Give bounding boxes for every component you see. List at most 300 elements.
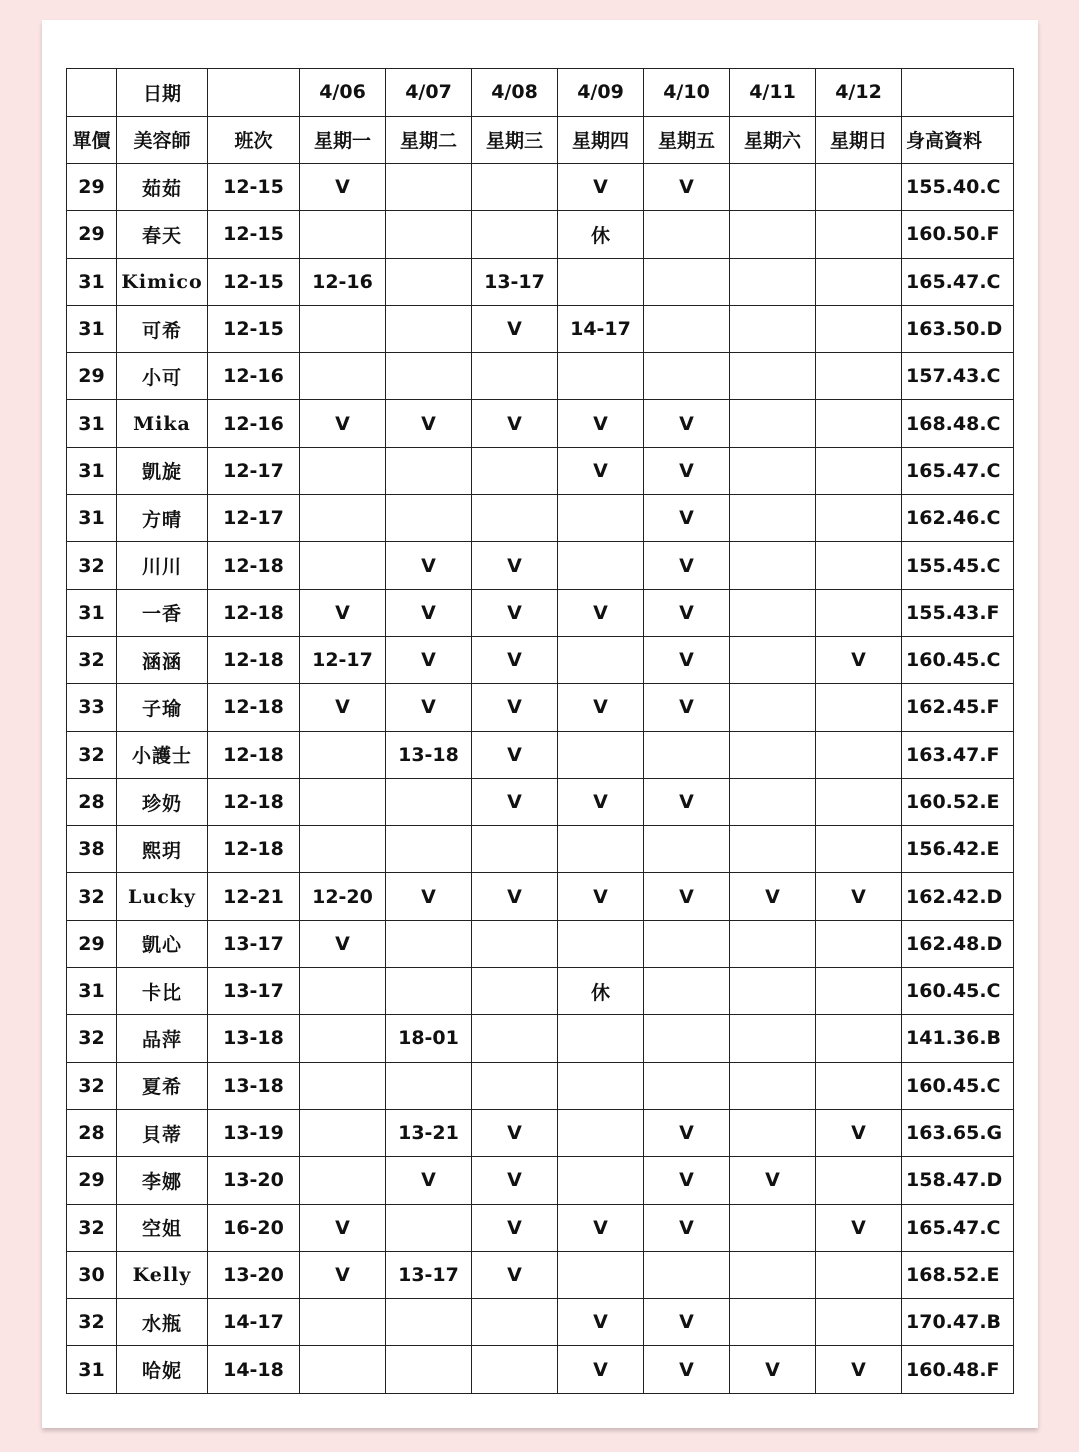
day-off-cell: 休 xyxy=(558,211,644,258)
table-row xyxy=(67,684,1014,731)
day-cell: V xyxy=(644,495,730,542)
day-cell: V xyxy=(644,636,730,683)
day-cell xyxy=(386,164,472,211)
day-cell xyxy=(816,1157,902,1204)
height-cell: 165.47.C xyxy=(902,447,1014,494)
header-row-dates xyxy=(67,69,1014,117)
date-cell: 4/07 xyxy=(386,69,472,117)
day-cell: V xyxy=(730,1346,816,1393)
day-cell xyxy=(472,353,558,400)
day-cell xyxy=(730,1204,816,1251)
day-cell xyxy=(300,1062,386,1109)
beautician-name-cell: Kelly xyxy=(117,1251,208,1298)
day-cell: V xyxy=(644,400,730,447)
table-row xyxy=(67,1346,1014,1393)
beautician-name-cell: Mika xyxy=(117,400,208,447)
day-cell xyxy=(386,353,472,400)
day-cell xyxy=(730,1109,816,1156)
shift-cell: 13-19 xyxy=(208,1109,300,1156)
beautician-name-cell: 品萍 xyxy=(117,1015,208,1062)
shift-cell: 13-18 xyxy=(208,1015,300,1062)
height-cell: 155.43.F xyxy=(902,589,1014,636)
day-cell: V xyxy=(472,1157,558,1204)
price-cell: 29 xyxy=(67,211,117,258)
day-cell xyxy=(730,495,816,542)
day-cell: V xyxy=(558,778,644,825)
height-cell: 168.48.C xyxy=(902,400,1014,447)
date-cell: 4/10 xyxy=(644,69,730,117)
beautician-name-cell: 茹茹 xyxy=(117,164,208,211)
day-cell: V xyxy=(300,589,386,636)
date-cell-saturday: 4/11 xyxy=(730,69,816,117)
day-cell: V xyxy=(300,1204,386,1251)
day-cell xyxy=(300,305,386,352)
day-cell xyxy=(386,826,472,873)
price-cell: 31 xyxy=(67,1346,117,1393)
height-cell: 162.42.D xyxy=(902,873,1014,920)
shift-cell: 12-18 xyxy=(208,826,300,873)
price-cell: 32 xyxy=(67,873,117,920)
day-cell: V xyxy=(472,684,558,731)
beautician-name-cell: 川川 xyxy=(117,542,208,589)
table-row xyxy=(67,1109,1014,1156)
table-row xyxy=(67,495,1014,542)
header-row-labels xyxy=(67,116,1014,164)
day-cell xyxy=(816,305,902,352)
shift-cell: 14-18 xyxy=(208,1346,300,1393)
beautician-name-cell: 一香 xyxy=(117,589,208,636)
day-cell xyxy=(816,1299,902,1346)
table-row xyxy=(67,731,1014,778)
day-cell: V xyxy=(644,164,730,211)
day-cell xyxy=(730,400,816,447)
shift-cell: 12-16 xyxy=(208,400,300,447)
price-cell: 31 xyxy=(67,305,117,352)
height-label: 身高資料 xyxy=(902,116,1014,164)
shift-cell: 13-17 xyxy=(208,968,300,1015)
day-cell xyxy=(386,1346,472,1393)
price-cell: 32 xyxy=(67,1204,117,1251)
day-cell xyxy=(386,778,472,825)
day-cell xyxy=(386,211,472,258)
height-cell: 160.52.E xyxy=(902,778,1014,825)
shift-cell: 12-15 xyxy=(208,211,300,258)
shift-cell: 12-16 xyxy=(208,353,300,400)
price-cell: 32 xyxy=(67,636,117,683)
day-cell xyxy=(816,1251,902,1298)
height-cell: 168.52.E xyxy=(902,1251,1014,1298)
day-cell: V xyxy=(472,400,558,447)
height-cell: 162.48.D xyxy=(902,920,1014,967)
price-cell: 29 xyxy=(67,353,117,400)
day-cell: V xyxy=(558,873,644,920)
day-cell xyxy=(386,968,472,1015)
day-cell xyxy=(730,826,816,873)
day-cell: V xyxy=(472,305,558,352)
table-row xyxy=(67,305,1014,352)
price-cell: 30 xyxy=(67,1251,117,1298)
table-row xyxy=(67,447,1014,494)
price-cell: 32 xyxy=(67,542,117,589)
day-cell: V xyxy=(386,542,472,589)
day-cell xyxy=(816,1062,902,1109)
day-cell xyxy=(816,778,902,825)
date-cell: 4/09 xyxy=(558,69,644,117)
day-cell xyxy=(472,1062,558,1109)
weekday-cell-saturday: 星期六 xyxy=(730,116,816,164)
day-cell: V xyxy=(644,873,730,920)
price-cell: 31 xyxy=(67,968,117,1015)
beautician-name-cell: 卡比 xyxy=(117,968,208,1015)
height-cell: 163.65.G xyxy=(902,1109,1014,1156)
day-cell: V xyxy=(472,542,558,589)
shift-cell: 12-15 xyxy=(208,305,300,352)
table-row xyxy=(67,873,1014,920)
day-cell xyxy=(300,495,386,542)
day-cell xyxy=(472,447,558,494)
shift-cell: 12-21 xyxy=(208,873,300,920)
day-cell: V xyxy=(300,920,386,967)
day-cell xyxy=(816,400,902,447)
shift-cell: 12-17 xyxy=(208,447,300,494)
day-cell xyxy=(644,968,730,1015)
day-cell xyxy=(730,636,816,683)
day-cell xyxy=(300,1157,386,1204)
price-cell: 29 xyxy=(67,164,117,211)
day-cell: V xyxy=(472,589,558,636)
weekday-cell: 星期一 xyxy=(300,116,386,164)
price-label: 單價 xyxy=(67,116,117,164)
table-row xyxy=(67,920,1014,967)
day-cell: V xyxy=(386,589,472,636)
date-label: 日期 xyxy=(117,69,208,117)
day-cell xyxy=(816,968,902,1015)
beautician-name-cell: 水瓶 xyxy=(117,1299,208,1346)
day-off-cell: 休 xyxy=(558,968,644,1015)
beautician-name-cell: 熙玥 xyxy=(117,826,208,873)
day-cell xyxy=(472,1015,558,1062)
day-cell: V xyxy=(472,731,558,778)
height-cell: 160.50.F xyxy=(902,211,1014,258)
day-cell xyxy=(730,731,816,778)
day-cell xyxy=(816,589,902,636)
day-cell xyxy=(558,731,644,778)
day-cell xyxy=(730,778,816,825)
day-cell xyxy=(644,920,730,967)
day-cell xyxy=(730,164,816,211)
day-cell: V xyxy=(472,1251,558,1298)
day-cell xyxy=(730,920,816,967)
day-cell: V xyxy=(386,1157,472,1204)
shift-cell: 12-18 xyxy=(208,542,300,589)
day-cell xyxy=(472,1346,558,1393)
schedule-table xyxy=(66,68,1014,1394)
table-row xyxy=(67,1062,1014,1109)
day-cell: V xyxy=(386,636,472,683)
table-row xyxy=(67,778,1014,825)
day-cell: V xyxy=(386,400,472,447)
day-cell xyxy=(730,968,816,1015)
day-cell xyxy=(644,258,730,305)
table-row xyxy=(67,353,1014,400)
shift-cell: 13-18 xyxy=(208,1062,300,1109)
day-cell xyxy=(300,1346,386,1393)
day-cell xyxy=(730,684,816,731)
day-cell: 13-17 xyxy=(386,1251,472,1298)
beautician-name-cell: 李娜 xyxy=(117,1157,208,1204)
height-cell: 162.45.F xyxy=(902,684,1014,731)
day-cell: 12-17 xyxy=(300,636,386,683)
day-cell xyxy=(386,305,472,352)
day-cell xyxy=(816,211,902,258)
day-cell xyxy=(472,1299,558,1346)
day-cell xyxy=(300,542,386,589)
day-cell: V xyxy=(558,589,644,636)
height-cell: 170.47.B xyxy=(902,1299,1014,1346)
day-cell xyxy=(816,542,902,589)
day-cell xyxy=(300,731,386,778)
shift-cell: 12-15 xyxy=(208,258,300,305)
day-cell: V xyxy=(472,1204,558,1251)
beautician-name-cell: 哈妮 xyxy=(117,1346,208,1393)
day-cell: V xyxy=(730,1157,816,1204)
day-cell: V xyxy=(300,400,386,447)
day-cell xyxy=(644,826,730,873)
day-cell xyxy=(730,305,816,352)
day-cell xyxy=(558,636,644,683)
day-cell xyxy=(558,495,644,542)
beautician-name-cell: 凱旋 xyxy=(117,447,208,494)
day-cell: V xyxy=(644,684,730,731)
day-cell: 12-20 xyxy=(300,873,386,920)
day-cell xyxy=(644,731,730,778)
day-cell xyxy=(558,542,644,589)
day-cell xyxy=(644,1062,730,1109)
day-cell xyxy=(644,1251,730,1298)
day-cell: 13-17 xyxy=(472,258,558,305)
beautician-name-cell: 珍奶 xyxy=(117,778,208,825)
height-cell: 141.36.B xyxy=(902,1015,1014,1062)
day-cell: V xyxy=(816,873,902,920)
beautician-name-cell: 凱心 xyxy=(117,920,208,967)
beautician-name-cell: Lucky xyxy=(117,873,208,920)
header-blank-cell xyxy=(902,69,1014,117)
day-cell: V xyxy=(644,1346,730,1393)
day-cell xyxy=(472,920,558,967)
beautician-label: 美容師 xyxy=(117,116,208,164)
table-row xyxy=(67,589,1014,636)
day-cell xyxy=(816,920,902,967)
day-cell xyxy=(386,920,472,967)
table-row xyxy=(67,1299,1014,1346)
day-cell xyxy=(300,447,386,494)
day-cell xyxy=(816,447,902,494)
price-cell: 33 xyxy=(67,684,117,731)
day-cell: V xyxy=(816,636,902,683)
height-cell: 156.42.E xyxy=(902,826,1014,873)
shift-cell: 13-20 xyxy=(208,1157,300,1204)
day-cell: V xyxy=(558,164,644,211)
beautician-name-cell: 夏希 xyxy=(117,1062,208,1109)
day-cell xyxy=(730,353,816,400)
price-cell: 31 xyxy=(67,400,117,447)
day-cell xyxy=(816,1015,902,1062)
day-cell: V xyxy=(644,542,730,589)
height-cell: 155.40.C xyxy=(902,164,1014,211)
day-cell: V xyxy=(558,1346,644,1393)
header-blank-cell xyxy=(67,69,117,117)
weekday-cell: 星期五 xyxy=(644,116,730,164)
beautician-name-cell: Kimico xyxy=(117,258,208,305)
day-cell xyxy=(386,1299,472,1346)
table-row xyxy=(67,211,1014,258)
day-cell: V xyxy=(558,1299,644,1346)
day-cell: V xyxy=(558,447,644,494)
table-row xyxy=(67,1204,1014,1251)
day-cell xyxy=(816,258,902,305)
beautician-name-cell: 春天 xyxy=(117,211,208,258)
day-cell xyxy=(730,1062,816,1109)
day-cell: V xyxy=(644,778,730,825)
day-cell xyxy=(816,826,902,873)
table-row xyxy=(67,1251,1014,1298)
day-cell xyxy=(730,542,816,589)
table-row xyxy=(67,400,1014,447)
price-cell: 29 xyxy=(67,1157,117,1204)
shift-cell: 13-20 xyxy=(208,1251,300,1298)
beautician-name-cell: 方晴 xyxy=(117,495,208,542)
day-cell xyxy=(472,164,558,211)
day-cell: V xyxy=(730,873,816,920)
price-cell: 31 xyxy=(67,495,117,542)
day-cell xyxy=(300,1015,386,1062)
day-cell: V xyxy=(472,873,558,920)
day-cell xyxy=(730,1299,816,1346)
weekday-cell: 星期二 xyxy=(386,116,472,164)
day-cell xyxy=(386,258,472,305)
table-row xyxy=(67,1157,1014,1204)
day-cell: V xyxy=(558,400,644,447)
day-cell: 13-21 xyxy=(386,1109,472,1156)
day-cell: V xyxy=(472,1109,558,1156)
shift-cell: 14-17 xyxy=(208,1299,300,1346)
schedule-body xyxy=(67,69,1014,1394)
day-cell xyxy=(730,1015,816,1062)
day-cell: V xyxy=(472,636,558,683)
price-cell: 31 xyxy=(67,447,117,494)
beautician-name-cell: 小護士 xyxy=(117,731,208,778)
price-cell: 28 xyxy=(67,1109,117,1156)
table-row xyxy=(67,258,1014,305)
day-cell xyxy=(558,1157,644,1204)
date-cell-sunday: 4/12 xyxy=(816,69,902,117)
day-cell: 13-18 xyxy=(386,731,472,778)
height-cell: 163.47.F xyxy=(902,731,1014,778)
day-cell: 18-01 xyxy=(386,1015,472,1062)
day-cell xyxy=(730,447,816,494)
day-cell: V xyxy=(300,164,386,211)
day-cell xyxy=(644,305,730,352)
price-cell: 29 xyxy=(67,920,117,967)
weekday-cell: 星期四 xyxy=(558,116,644,164)
day-cell xyxy=(644,211,730,258)
shift-cell: 12-18 xyxy=(208,684,300,731)
table-row xyxy=(67,1015,1014,1062)
price-cell: 28 xyxy=(67,778,117,825)
day-cell: V xyxy=(816,1346,902,1393)
day-cell: V xyxy=(300,684,386,731)
day-cell xyxy=(300,968,386,1015)
day-cell xyxy=(730,1251,816,1298)
day-cell: V xyxy=(386,684,472,731)
day-cell xyxy=(730,258,816,305)
schedule-sheet xyxy=(42,20,1038,1428)
beautician-name-cell: 貝蒂 xyxy=(117,1109,208,1156)
day-cell xyxy=(300,826,386,873)
day-cell: V xyxy=(386,873,472,920)
height-cell: 160.45.C xyxy=(902,636,1014,683)
shift-cell: 13-17 xyxy=(208,920,300,967)
price-cell: 31 xyxy=(67,589,117,636)
day-cell xyxy=(300,778,386,825)
price-cell: 31 xyxy=(67,258,117,305)
day-cell: V xyxy=(644,447,730,494)
height-cell: 158.47.D xyxy=(902,1157,1014,1204)
day-cell xyxy=(386,447,472,494)
day-cell xyxy=(644,353,730,400)
day-cell: V xyxy=(816,1204,902,1251)
price-cell: 32 xyxy=(67,1299,117,1346)
height-cell: 155.45.C xyxy=(902,542,1014,589)
day-cell xyxy=(816,684,902,731)
day-cell xyxy=(730,589,816,636)
day-cell xyxy=(558,1015,644,1062)
day-cell: 14-17 xyxy=(558,305,644,352)
day-cell xyxy=(558,826,644,873)
header-blank-cell xyxy=(208,69,300,117)
table-row xyxy=(67,826,1014,873)
date-cell: 4/06 xyxy=(300,69,386,117)
day-cell: V xyxy=(558,1204,644,1251)
day-cell xyxy=(558,258,644,305)
table-row xyxy=(67,968,1014,1015)
day-cell: V xyxy=(558,684,644,731)
day-cell xyxy=(300,1299,386,1346)
day-cell: V xyxy=(644,1109,730,1156)
day-cell: V xyxy=(644,589,730,636)
beautician-name-cell: 小可 xyxy=(117,353,208,400)
day-cell xyxy=(300,1109,386,1156)
day-cell xyxy=(386,1204,472,1251)
day-cell xyxy=(472,495,558,542)
day-cell xyxy=(816,731,902,778)
shift-cell: 12-18 xyxy=(208,589,300,636)
shift-cell: 12-17 xyxy=(208,495,300,542)
day-cell xyxy=(730,211,816,258)
day-cell xyxy=(558,1251,644,1298)
day-cell: V xyxy=(816,1109,902,1156)
weekday-cell: 星期三 xyxy=(472,116,558,164)
day-cell xyxy=(816,353,902,400)
price-cell: 32 xyxy=(67,1062,117,1109)
day-cell: V xyxy=(644,1204,730,1251)
day-cell: V xyxy=(644,1157,730,1204)
table-row xyxy=(67,636,1014,683)
day-cell xyxy=(472,211,558,258)
price-cell: 32 xyxy=(67,731,117,778)
day-cell xyxy=(644,1015,730,1062)
shift-cell: 12-18 xyxy=(208,636,300,683)
